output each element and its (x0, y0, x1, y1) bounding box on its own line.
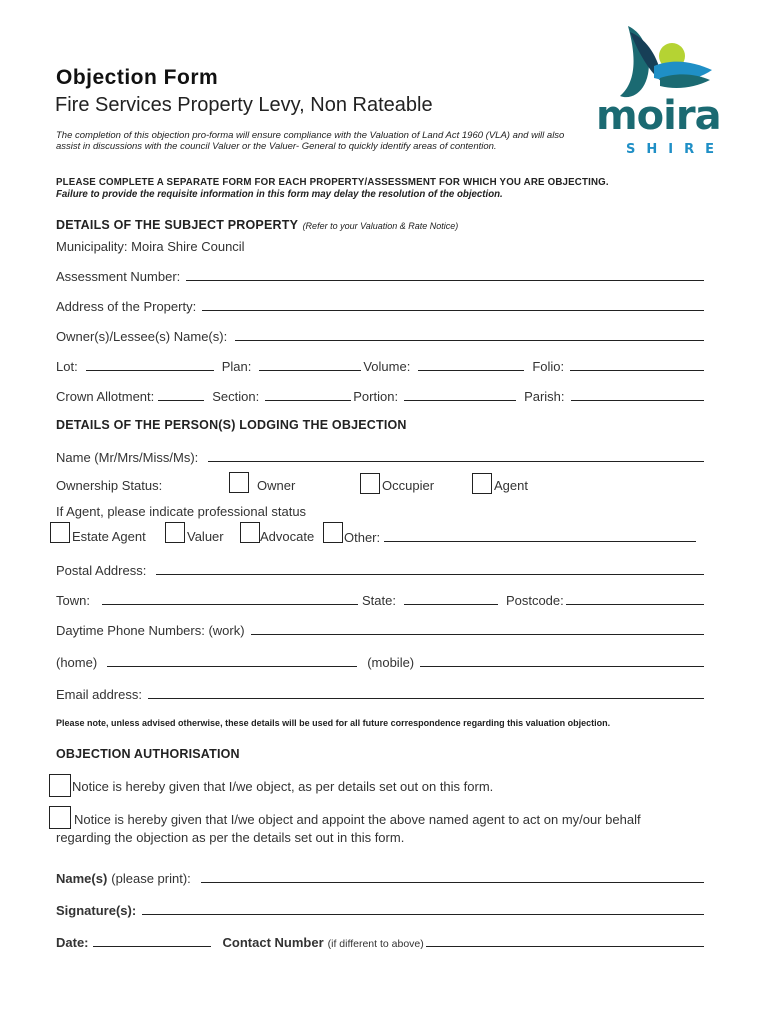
volume-label: Volume: (363, 359, 411, 374)
advocate-label: Advocate (260, 529, 315, 544)
lot-field[interactable] (86, 358, 214, 371)
object-checkbox[interactable] (49, 774, 71, 797)
contact-label: Contact Number (222, 935, 324, 950)
estate-agent-label: Estate Agent (72, 529, 146, 544)
name-field[interactable] (208, 449, 704, 462)
property-heading: DETAILS OF THE SUBJECT PROPERTY (56, 218, 299, 232)
folio-label: Folio: (532, 359, 565, 374)
daytime-row (56, 622, 704, 638)
town-label: Town: (56, 593, 90, 608)
crown-label: Crown Allotment: (56, 389, 155, 404)
agent-prompt: If Agent, please indicate professional status (56, 504, 307, 519)
assessment-field[interactable] (186, 268, 704, 281)
form-subtitle: Fire Services Property Levy, Non Rateable (55, 94, 433, 116)
town-row (56, 592, 704, 608)
warning-text: Failure to provide the requisite information in this form may delay the resolution of the objection. (56, 189, 503, 200)
postal-row (56, 562, 704, 578)
person-heading: DETAILS OF THE PERSON(S) LODGING THE OBJECTION (56, 418, 407, 432)
advocate-checkbox[interactable] (240, 522, 260, 543)
mobile-label: (mobile) (367, 655, 415, 670)
object-option-text: Notice is hereby given that I/we object, as per details set out on this form. (72, 779, 494, 794)
lot-label: Lot: (56, 359, 78, 374)
home-row (56, 654, 704, 670)
signature-label: Signature(s): (56, 903, 137, 918)
occupier-checkbox[interactable] (360, 473, 380, 494)
owners-label: Owner(s)/Lessee(s) Name(s): (56, 329, 228, 344)
name-row (56, 449, 704, 465)
home-phone-field[interactable] (107, 654, 357, 667)
moira-shire-logo (590, 22, 740, 162)
crown-field[interactable] (158, 388, 204, 401)
date-field[interactable] (93, 934, 211, 947)
date-row (56, 934, 704, 950)
address-label: Address of the Property: (56, 299, 197, 314)
correspondence-note: Please note, unless advised otherwise, these details will be used for all future correspondence regarding this valuation objection. (56, 718, 611, 728)
email-field[interactable] (148, 686, 704, 699)
contact-field[interactable] (426, 934, 704, 947)
owners-field[interactable] (235, 328, 704, 341)
occupier-label: Occupier (382, 478, 435, 493)
appoint-agent-checkbox[interactable] (49, 806, 71, 829)
names-field[interactable] (201, 870, 704, 883)
portion-field[interactable] (404, 388, 516, 401)
crown-row (56, 388, 704, 404)
owners-row (56, 328, 704, 344)
names-label: Name(s) (56, 871, 108, 886)
valuer-label: Valuer (187, 529, 224, 544)
other-field[interactable] (384, 529, 696, 542)
email-row (56, 686, 704, 702)
ownership-label: Ownership Status: (56, 478, 163, 493)
folio-field[interactable] (570, 358, 704, 371)
contact-hint: (if different to above) (327, 938, 424, 950)
date-label: Date: (56, 935, 89, 950)
municipality-text: Municipality: Moira Shire Council (56, 239, 245, 254)
form-title: Objection Form (56, 66, 219, 89)
other-label: Other: (344, 530, 381, 545)
intro-text: The completion of this objection pro-forma will ensure compliance with the Valuation of Land Act 1960 (VLA) and will also assist in discussions with the council Valuer or the Valuer- General to quickly identify areas of contention. (56, 130, 565, 152)
home-label: (home) (56, 655, 98, 670)
postcode-field[interactable] (566, 592, 704, 605)
names-row (56, 870, 704, 886)
agent-label: Agent (494, 478, 528, 493)
work-phone-field[interactable] (251, 622, 704, 635)
section-field[interactable] (265, 388, 351, 401)
email-label: Email address: (56, 687, 142, 702)
owner-label: Owner (257, 478, 296, 493)
section-label: Section: (212, 389, 260, 404)
other-checkbox[interactable] (323, 522, 343, 543)
lot-row (56, 358, 704, 374)
logo-subtext: SHIRE (626, 142, 725, 157)
town-field[interactable] (102, 592, 358, 605)
logo-mark-icon (590, 22, 740, 102)
mobile-phone-field[interactable] (420, 654, 704, 667)
names-hint: (please print): (111, 871, 191, 886)
address-row (56, 298, 704, 314)
appoint-option-line1: Notice is hereby given that I/we object and appoint the above named agent to act on my/our behalf (74, 812, 641, 827)
signature-row (56, 902, 704, 918)
assessment-label: Assessment Number: (56, 269, 181, 284)
owner-checkbox[interactable] (229, 472, 249, 493)
property-section-heading (56, 216, 458, 234)
parish-field[interactable] (571, 388, 704, 401)
postcode-label: Postcode: (505, 593, 564, 608)
state-field[interactable] (404, 592, 498, 605)
state-label: State: (361, 593, 396, 608)
signature-field[interactable] (142, 902, 704, 915)
property-heading-note: (Refer to your Valuation & Rate Notice) (302, 221, 459, 231)
agent-checkbox[interactable] (472, 473, 492, 494)
daytime-label: Daytime Phone Numbers: (work) (56, 623, 245, 638)
volume-field[interactable] (418, 358, 524, 371)
portion-label: Portion: (353, 389, 399, 404)
logo-wordmark: moira (596, 93, 721, 139)
assessment-row (56, 268, 704, 284)
instruction-text: PLEASE COMPLETE A SEPARATE FORM FOR EACH PROPERTY/ASSESSMENT FOR WHICH YOU ARE OBJECTING. (56, 177, 609, 188)
postal-field[interactable] (156, 562, 704, 575)
postal-label: Postal Address: (56, 563, 147, 578)
plan-label: Plan: (221, 359, 252, 374)
plan-field[interactable] (259, 358, 361, 371)
other-row (344, 529, 696, 545)
name-label: Name (Mr/Mrs/Miss/Ms): (56, 450, 199, 465)
valuer-checkbox[interactable] (165, 522, 185, 543)
address-field[interactable] (202, 298, 704, 311)
authorisation-heading: OBJECTION AUTHORISATION (56, 747, 240, 761)
appoint-option-line2: regarding the objection as per the details set out in this form. (56, 830, 405, 845)
estate-agent-checkbox[interactable] (50, 522, 70, 543)
parish-label: Parish: (524, 389, 565, 404)
